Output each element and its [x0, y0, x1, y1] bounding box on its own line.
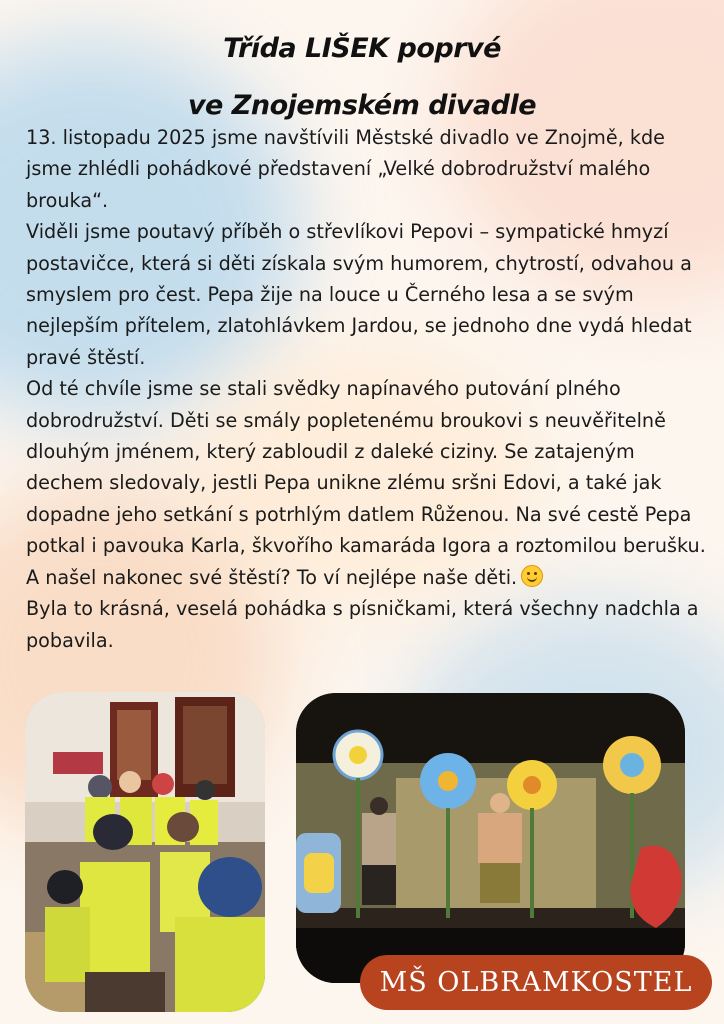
paragraph-story: Viděli jsme poutavý příběh o střevlíkovi Pepovi – sympatické hmyzí postavičce, která si děti získala svým humorem, chytrostí, odvahou a smyslem pro čest. Pepa žije na louce u Černého lesa a se svým nejlepším přítelem, zlatohlávkem Jardou, se jednoho dne vydá hledat pravé štěstí. [26, 220, 692, 369]
paragraph-closing: Byla to krásná, veselá pohádka s písničkami, která všechny nadchla a pobavila. [26, 597, 699, 652]
title-line-1: Třída LIŠEK poprvé [223, 33, 501, 64]
title-line-2: ve Znojemském divadle [187, 90, 537, 121]
question-text: A našel nakonec své štěstí? To ví nejlépe naše děti. [26, 565, 518, 589]
photo-children-in-theatre-foyer [25, 692, 265, 1012]
paragraph-adventure: Od té chvíle jsme se stali svědky napínavého putování plného dobrodružství. Děti se smály popletenému broukovi s neuvěřitelně dlouhým jménem, který zabloudil z daleké ciziny. Se zatajeným dechem sledovaly, jestli Pepa unikne zlému sršni Edovi, a také jak dopadne jeho setkání s potrhlým datlem Růženou. Na své cestě Pepa potkal i pavouka Karla, škvořího kamaráda Igora a roztomilou berušku. [26, 377, 706, 558]
school-name-badge: MŠ OLBRAMKOSTEL [360, 955, 712, 1010]
article-body [26, 122, 706, 656]
page-title [0, 20, 724, 134]
paragraph-intro: 13. listopadu 2025 jsme navštívili Městské divadlo ve Znojmě, kde jsme zhlédli pohádkové představení „Velké dobrodružství malého brouka“. [26, 126, 665, 212]
slightly-smiling-face-icon [521, 565, 543, 587]
photo-theatre-stage-performance [296, 693, 685, 983]
paragraph-question [26, 562, 706, 593]
